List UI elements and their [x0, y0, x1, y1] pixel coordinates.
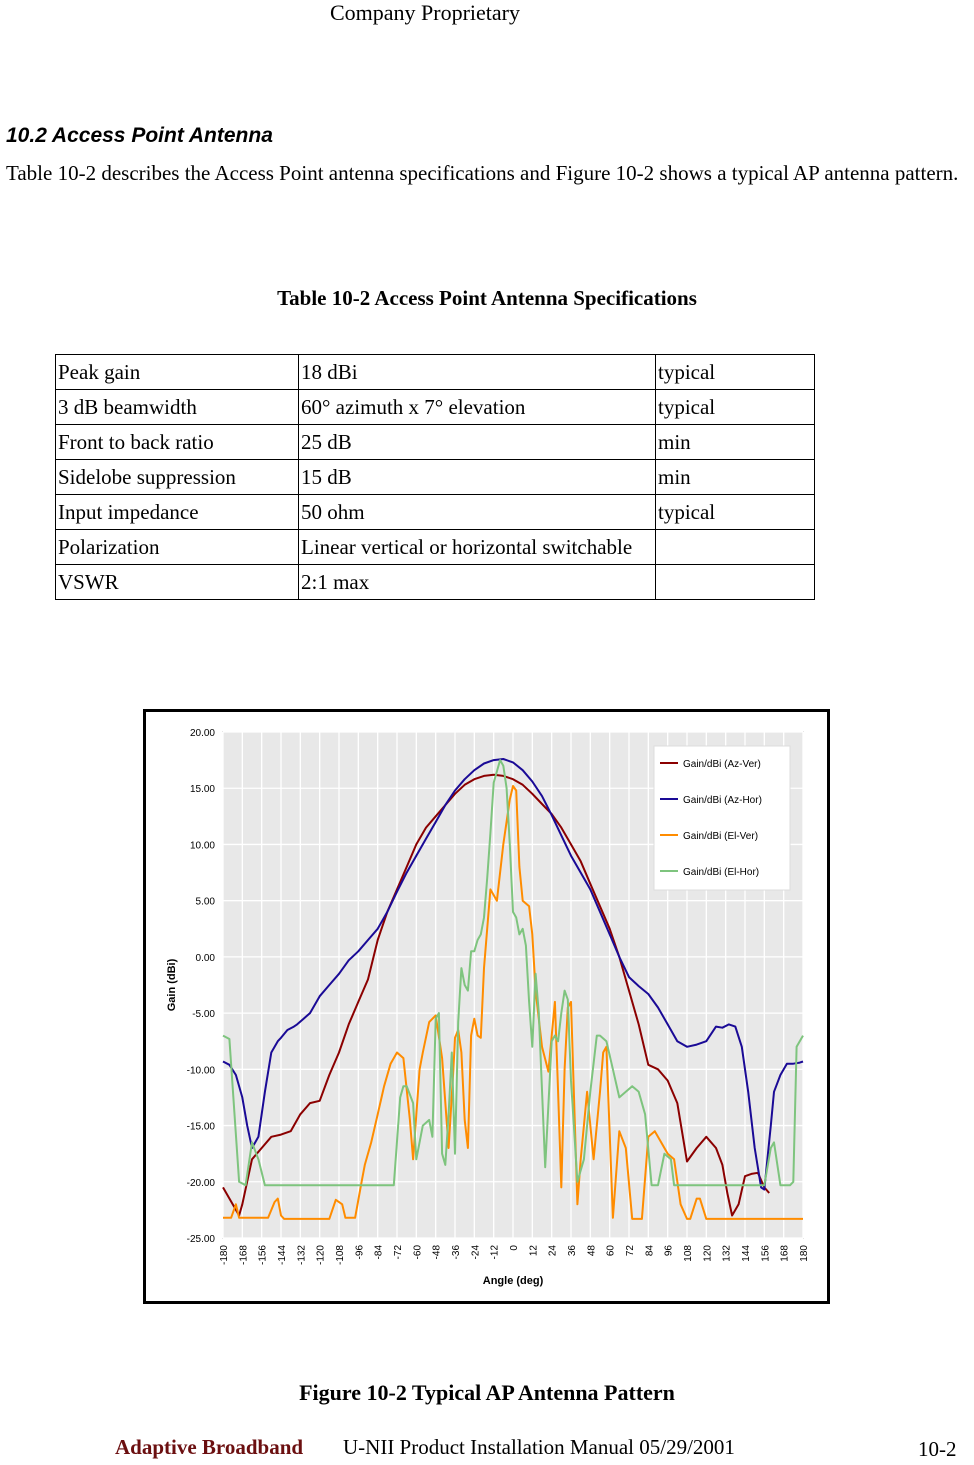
spec-qualifier [656, 530, 815, 565]
y-tick-label: -25.00 [186, 1234, 215, 1245]
x-tick-label: 156 [760, 1245, 772, 1262]
x-tick-label: -132 [296, 1245, 308, 1266]
spec-qualifier: min [656, 425, 815, 460]
spec-value: 60° azimuth x 7° elevation [299, 390, 656, 425]
spec-name: VSWR [56, 565, 299, 600]
x-tick-label: 168 [779, 1245, 791, 1262]
spec-value: 25 dB [299, 425, 656, 460]
y-tick-label: 20.00 [189, 728, 215, 739]
x-tick-label: -120 [315, 1245, 327, 1266]
x-tick-label: -180 [219, 1245, 230, 1266]
spec-qualifier [656, 565, 815, 600]
page-number: 10-2 [918, 1437, 957, 1461]
x-tick-label: -108 [335, 1245, 346, 1266]
x-tick-label: 0 [509, 1245, 520, 1251]
spec-name: Polarization [56, 530, 299, 565]
x-tick-label: -96 [354, 1245, 366, 1260]
spec-value: 18 dBi [299, 355, 656, 390]
x-tick-label: -144 [277, 1245, 288, 1266]
spec-qualifier: typical [656, 495, 815, 530]
section-heading: 10.2 Access Point Antenna [6, 124, 273, 147]
spec-name: 3 dB beamwidth [56, 390, 299, 425]
spec-qualifier: min [656, 460, 815, 495]
x-tick-label: -24 [470, 1245, 482, 1260]
y-tick-label: -10.00 [186, 1065, 215, 1077]
y-axis-label: Gain (dBi) [166, 958, 178, 1012]
x-tick-label: 72 [625, 1245, 636, 1257]
x-tick-label: 180 [799, 1245, 810, 1262]
y-tick-label: 5.00 [195, 896, 215, 908]
spec-table [55, 354, 815, 600]
x-tick-label: 144 [741, 1245, 752, 1262]
intro-paragraph: Table 10-2 describes the Access Point antenna specifications and Figure 10-2 shows a typical AP antenna pattern. [6, 161, 959, 185]
x-tick-label: -156 [257, 1245, 269, 1266]
y-tick-label: 10.00 [189, 840, 215, 852]
x-tick-label: 36 [567, 1245, 578, 1257]
page-header: Company Proprietary [329, 0, 521, 25]
x-tick-label: -72 [393, 1245, 404, 1260]
spec-name: Sidelobe suppression [56, 460, 299, 495]
table-row [56, 530, 815, 565]
legend-entry-az-hor: Gain/dBi (Az-Hor) [683, 795, 762, 806]
footer-brand: Adaptive Broadband [115, 1435, 304, 1459]
x-tick-label: -168 [238, 1245, 250, 1266]
y-tick-label: -20.00 [186, 1177, 215, 1189]
chart-canvas [146, 712, 827, 1301]
table-row [56, 425, 815, 460]
spec-value: 50 ohm [299, 495, 656, 530]
x-tick-label: 24 [547, 1245, 559, 1257]
table-row [56, 495, 815, 530]
x-tick-label: 132 [721, 1245, 733, 1262]
x-tick-label: 60 [605, 1245, 617, 1257]
x-tick-label: 120 [702, 1245, 714, 1262]
legend-entry-az-ver: Gain/dBi (Az-Ver) [683, 759, 761, 770]
page-footer [0, 1435, 974, 1465]
legend-entry-el-hor: Gain/dBi (El-Hor) [683, 867, 760, 878]
table-title: Table 10-2 Access Point Antenna Specifications [277, 286, 697, 310]
spec-value: 15 dB [299, 460, 656, 495]
footer-manual-title: U-NII Product Installation Manual 05/29/2001 [343, 1435, 735, 1459]
table-row [56, 355, 815, 390]
x-tick-label: -84 [373, 1245, 385, 1260]
x-tick-label: -12 [489, 1245, 501, 1260]
spec-name: Input impedance [56, 495, 299, 530]
spec-qualifier: typical [656, 390, 815, 425]
y-tick-label: -15.00 [186, 1121, 215, 1133]
x-tick-label: 84 [644, 1245, 656, 1257]
x-tick-label: -48 [431, 1245, 443, 1260]
spec-name: Front to back ratio [56, 425, 299, 460]
spec-name: Peak gain [56, 355, 299, 390]
x-axis-label: Angle (deg) [482, 1275, 544, 1287]
table-row [56, 565, 815, 600]
spec-qualifier: typical [656, 355, 815, 390]
legend-entry-el-ver: Gain/dBi (El-Ver) [683, 831, 759, 842]
table-row [56, 390, 815, 425]
figure-caption: Figure 10-2 Typical AP Antenna Pattern [299, 1380, 675, 1405]
antenna-pattern-chart [143, 709, 830, 1304]
x-tick-label: 48 [586, 1245, 598, 1257]
y-tick-label: -5.00 [192, 1009, 215, 1021]
spec-value: Linear vertical or horizontal switchable [299, 530, 656, 565]
x-tick-label: -36 [451, 1245, 462, 1260]
y-tick-label: 15.00 [189, 784, 215, 796]
y-tick-label: 0.00 [195, 952, 215, 964]
x-tick-label: 12 [528, 1245, 540, 1257]
x-tick-label: -60 [412, 1245, 424, 1260]
spec-value: 2:1 max [299, 565, 656, 600]
x-tick-label: 108 [683, 1245, 694, 1262]
table-row [56, 460, 815, 495]
x-tick-label: 96 [663, 1245, 675, 1257]
